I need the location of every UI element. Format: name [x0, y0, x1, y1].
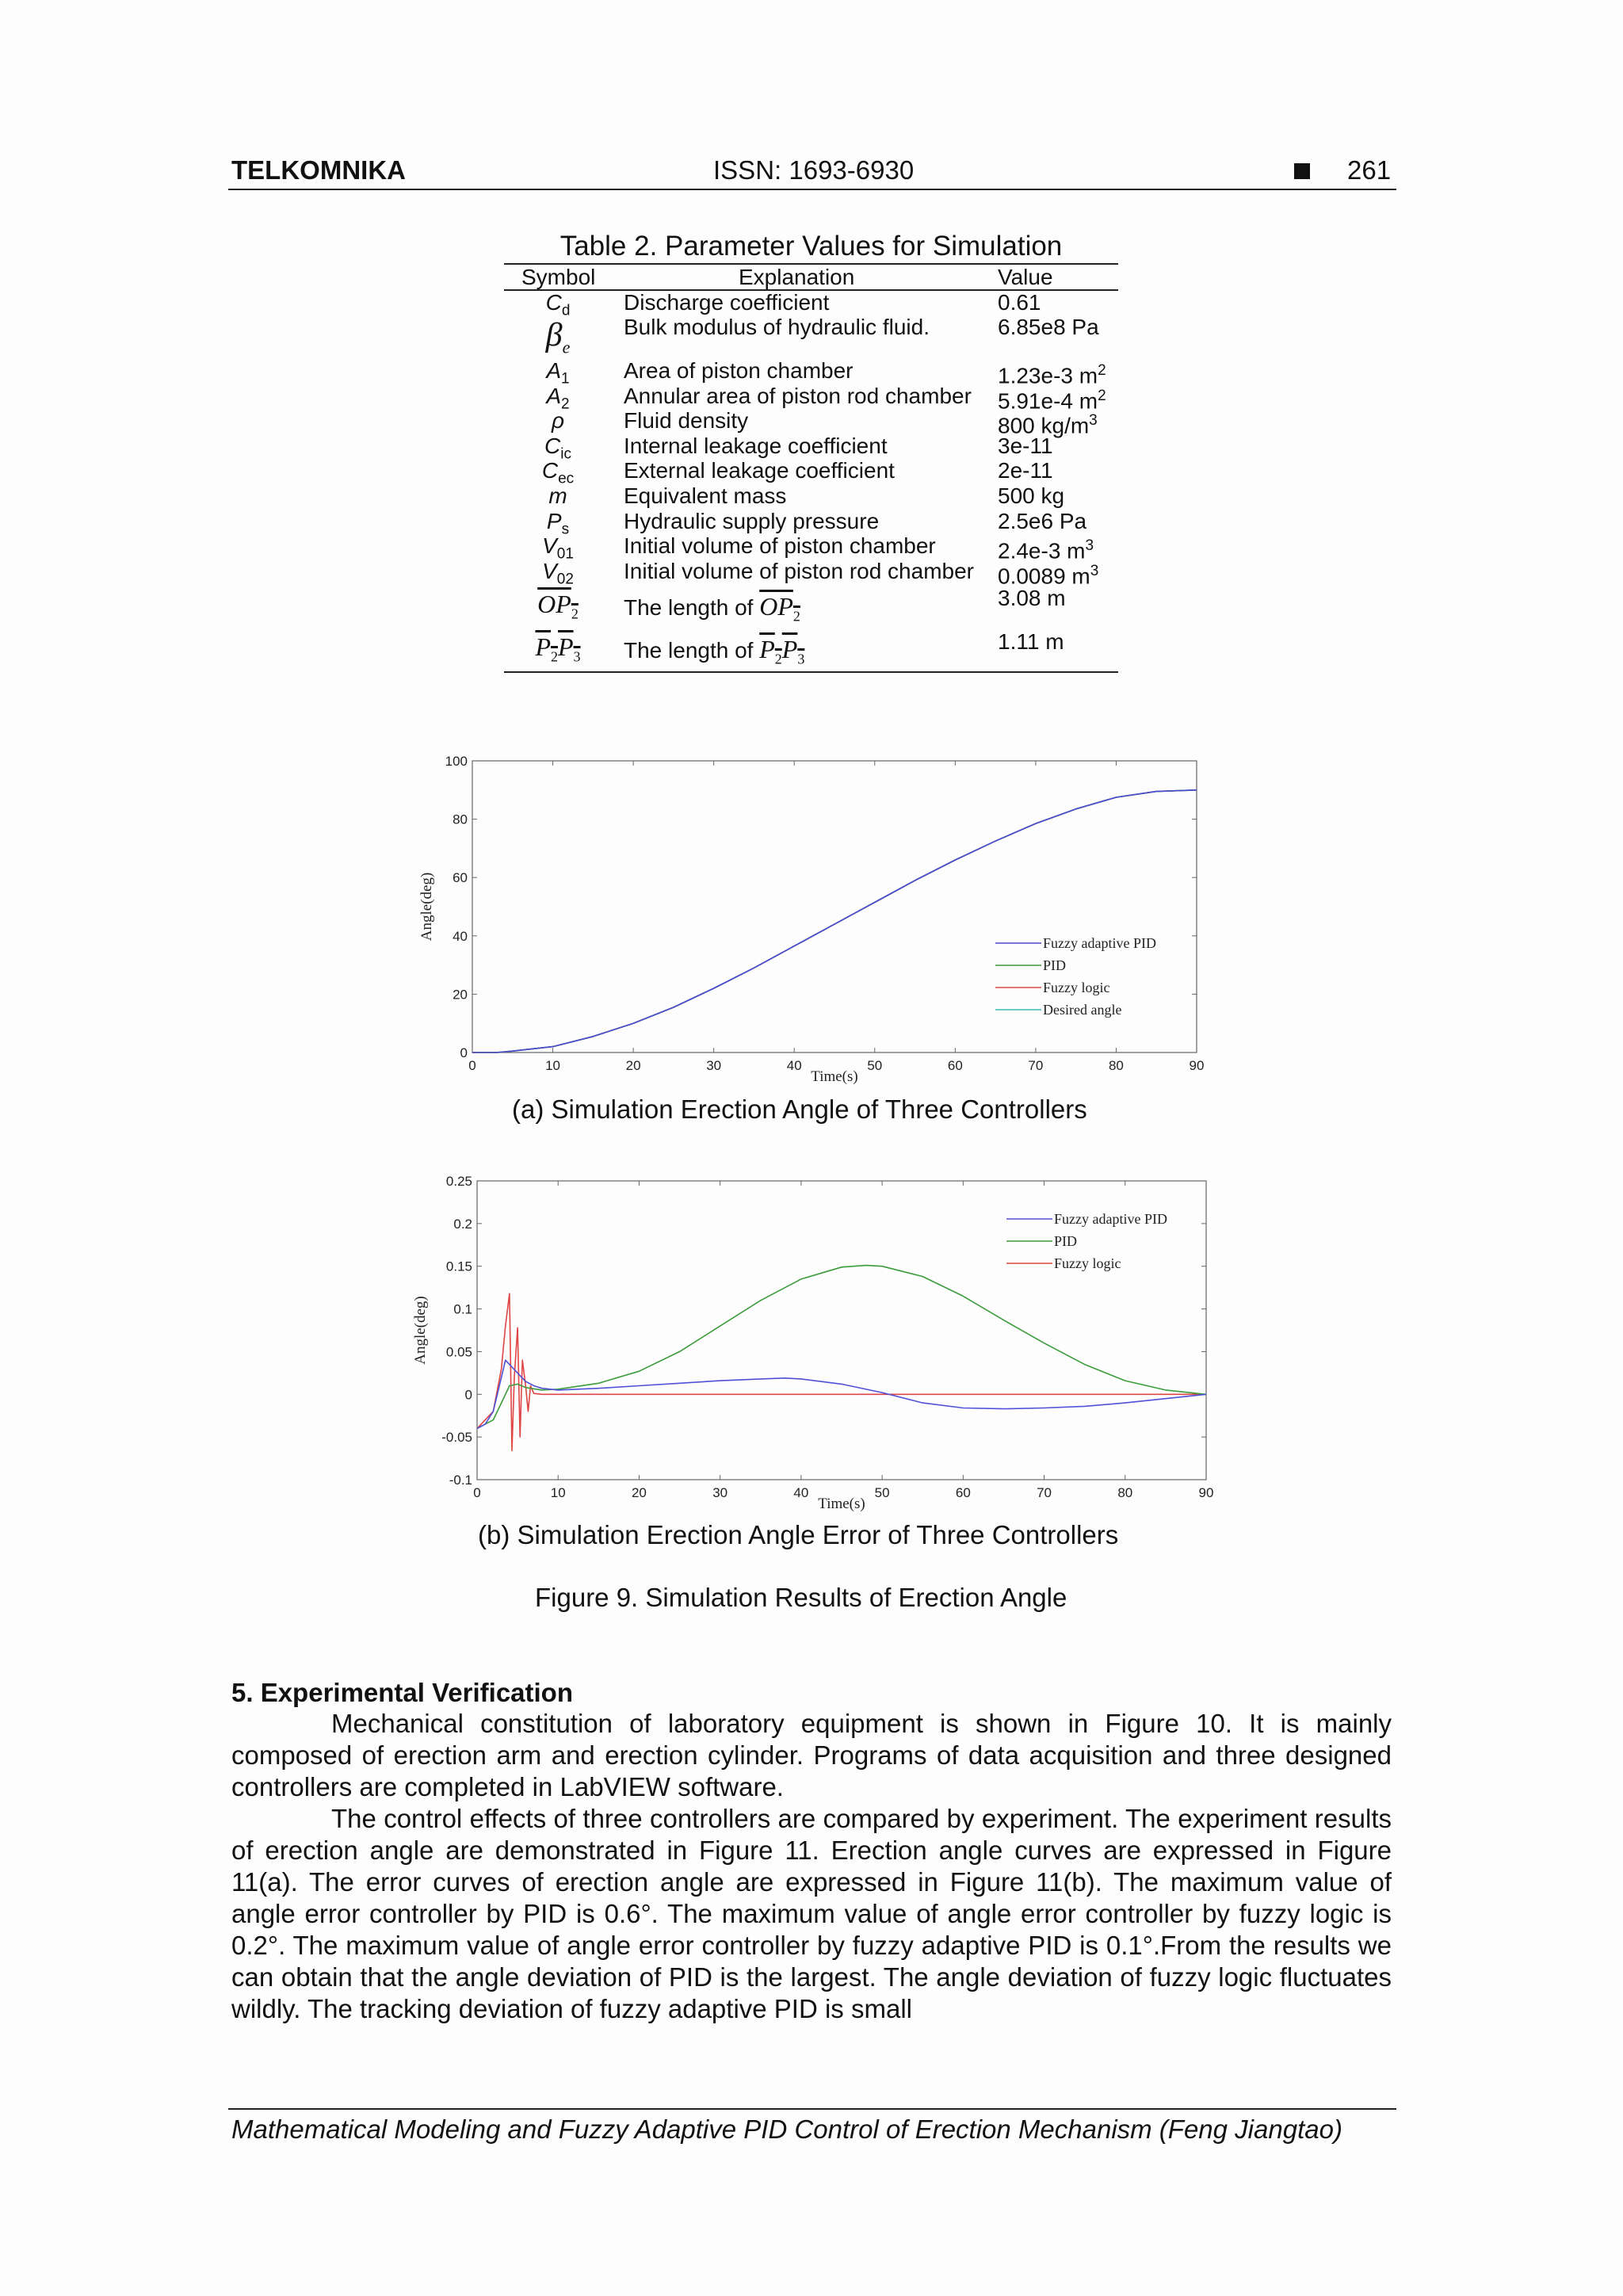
- table-header-value: Value: [998, 265, 1053, 289]
- y-tick-label: 0.05: [445, 1344, 472, 1360]
- y-tick-label: 100: [445, 754, 468, 769]
- table-symbol: $P_2P_3$: [535, 632, 581, 665]
- table-caption: Table 2. Parameter Values for Simulation: [559, 231, 1063, 262]
- chart-erection-angle-error: [404, 1165, 1228, 1514]
- x-axis-label: Time(s): [811, 1068, 858, 1085]
- table-symbol: $P_s$: [546, 509, 570, 538]
- legend-label: Fuzzy logic: [1054, 1255, 1121, 1271]
- table-header-symbol: Symbol: [521, 265, 596, 289]
- header-rule: [228, 189, 1396, 190]
- table-value: 500 kg: [998, 483, 1065, 508]
- table-value: 0.61: [998, 290, 1041, 315]
- legend-label: Fuzzy adaptive PID: [1043, 935, 1156, 951]
- y-tick-label: 0: [464, 1387, 472, 1403]
- y-tick-label: 0: [460, 1045, 468, 1060]
- x-tick-label: 10: [550, 1485, 566, 1500]
- y-tick-label: 0.2: [453, 1216, 472, 1232]
- x-tick-label: 50: [867, 1058, 883, 1073]
- x-tick-label: 40: [786, 1058, 802, 1073]
- table-symbol: $OP_2$: [537, 590, 579, 622]
- footer-rule: [228, 2108, 1396, 2110]
- chart-erection-angle: [412, 745, 1220, 1094]
- issn: ISSN: 1693-6930: [713, 155, 915, 185]
- table-symbol: $\beta_e$: [545, 317, 571, 357]
- x-axis-label: Time(s): [818, 1496, 865, 1512]
- legend-label: PID: [1054, 1233, 1078, 1249]
- table-value: 2.5e6 Pa: [998, 509, 1087, 533]
- x-tick-label: 60: [955, 1485, 971, 1500]
- page-number: 261: [1347, 155, 1392, 185]
- section-title: 5. Experimental Verification: [231, 1678, 573, 1707]
- x-tick-label: 20: [631, 1485, 647, 1500]
- x-tick-label: 30: [712, 1485, 728, 1500]
- table-header-explanation: Explanation: [739, 265, 855, 289]
- table-explanation: Bulk modulus of hydraulic fluid.: [624, 315, 930, 339]
- paragraph: The control effects of three controllers are compared by experiment. The experiment results of erection angle are demonstrated in Figure 11. Erection angle curves are expressed in Figure 11(a). The error curves of erection angle are expressed in Figure 11(b). The maximum value of angle error controller by PID is 0.6°. The maximum value of angle error controller by fuzzy logic is 0.2°. The maximum value of angle error controller by fuzzy adaptive PID is 0.1°.From the results we can obtain that the angle deviation of PID is the largest. The angle deviation of fuzzy logic fluctuates wildly. The tracking deviation of fuzzy adaptive PID is small: [231, 1804, 1392, 2023]
- y-tick-label: -0.1: [449, 1473, 472, 1488]
- table-explanation: Initial volume of piston chamber: [624, 533, 936, 558]
- y-tick-label: 0.25: [445, 1174, 472, 1189]
- x-tick-label: 90: [1189, 1058, 1205, 1073]
- legend-label: Fuzzy adaptive PID: [1054, 1211, 1167, 1227]
- table-symbol: $V_{02}$: [542, 559, 574, 588]
- x-tick-label: 80: [1117, 1485, 1133, 1500]
- series-line: [477, 1266, 1206, 1429]
- y-tick-label: 0.1: [453, 1301, 472, 1317]
- table-explanation: The length of $OP_2$: [624, 592, 800, 625]
- table-symbol: $C_d$: [545, 290, 571, 319]
- table-symbol: m: [548, 483, 567, 508]
- x-tick-label: 40: [793, 1485, 809, 1500]
- table-value: 2.4e-3 $m^3$: [998, 537, 1094, 563]
- table-value: 1.11 m: [998, 629, 1064, 654]
- table-explanation: Hydraulic supply pressure: [624, 509, 880, 533]
- x-tick-label: 10: [545, 1058, 561, 1073]
- running-footer: Mathematical Modeling and Fuzzy Adaptive PID Control of Erection Mechanism (Feng Jiangtao): [231, 2115, 1342, 2144]
- x-tick-label: 50: [874, 1485, 890, 1500]
- figure-caption-a: (a) Simulation Erection Angle of Three Controllers: [512, 1095, 1087, 1124]
- table-explanation: The length of $P_2P_3$: [624, 635, 805, 667]
- x-tick-label: 70: [1028, 1058, 1044, 1073]
- x-tick-label: 70: [1037, 1485, 1052, 1500]
- x-tick-label: 0: [468, 1058, 476, 1073]
- table-explanation: Internal leakage coefficient: [624, 434, 888, 458]
- y-tick-label: 60: [453, 870, 468, 886]
- table-value: 3.08 m: [998, 586, 1066, 610]
- table-value: 6.85e8 Pa: [998, 315, 1099, 339]
- table-value: 3e-11: [998, 434, 1053, 458]
- figure-caption: Figure 9. Simulation Results of Erection Angle: [535, 1583, 1067, 1612]
- table-explanation: Area of piston chamber: [624, 358, 854, 383]
- y-axis-label: Angle(deg): [412, 1296, 429, 1365]
- table-bottom-rule: [504, 671, 1118, 673]
- table-explanation: Annular area of piston rod chamber: [624, 384, 972, 408]
- table-explanation: External leakage coefficient: [624, 458, 895, 483]
- y-axis-label: Angle(deg): [418, 872, 435, 942]
- journal-name: TELKOMNIKA: [231, 155, 406, 185]
- table-explanation: Discharge coefficient: [624, 290, 830, 315]
- table-symbol: $A_1$: [546, 358, 570, 388]
- y-tick-label: 80: [453, 812, 468, 827]
- table-explanation: Equivalent mass: [624, 483, 787, 508]
- table-explanation: Initial volume of piston rod chamber: [624, 559, 974, 583]
- series-line: [477, 1293, 1206, 1450]
- table-symbol: $A_2$: [546, 384, 570, 413]
- table-value: 1.23e-3 $m^2$: [998, 362, 1106, 388]
- table-symbol: $V_{01}$: [542, 533, 574, 563]
- y-tick-label: 0.15: [445, 1259, 472, 1274]
- y-tick-label: 40: [453, 928, 468, 944]
- table-explanation: Fluid density: [624, 408, 749, 433]
- legend-label: Fuzzy logic: [1043, 980, 1110, 995]
- x-tick-label: 30: [706, 1058, 722, 1073]
- y-tick-label: -0.05: [441, 1430, 472, 1446]
- paragraph: Mechanical constitution of laboratory equipment is shown in Figure 10. It is mainly composed of erection arm and erection cylinder. Programs of data acquisition and three designed controllers are completed in LabVIEW software.: [231, 1709, 1392, 1801]
- table-symbol: ρ: [551, 408, 565, 433]
- table-value: 0.0089 $m^3$: [998, 563, 1099, 589]
- table-symbol: $C_{ec}$: [541, 458, 575, 487]
- y-tick-label: 20: [453, 987, 468, 1003]
- square-bullet-icon: [1294, 163, 1310, 179]
- legend-label: Desired angle: [1043, 1002, 1122, 1018]
- table-value: 5.91e-4 $m^2$: [998, 388, 1106, 414]
- table-value: 2e-11: [998, 458, 1053, 483]
- x-tick-label: 90: [1198, 1485, 1214, 1500]
- legend-label: PID: [1043, 957, 1067, 973]
- x-tick-label: 20: [625, 1058, 641, 1073]
- table-value: 800 $kg/m^3$: [998, 412, 1098, 438]
- table-symbol: $C_{ic}$: [544, 434, 571, 463]
- x-tick-label: 60: [947, 1058, 963, 1073]
- figure-caption-b: (b) Simulation Erection Angle Error of Three Controllers: [478, 1520, 1119, 1549]
- x-tick-label: 0: [473, 1485, 481, 1500]
- x-tick-label: 80: [1108, 1058, 1124, 1073]
